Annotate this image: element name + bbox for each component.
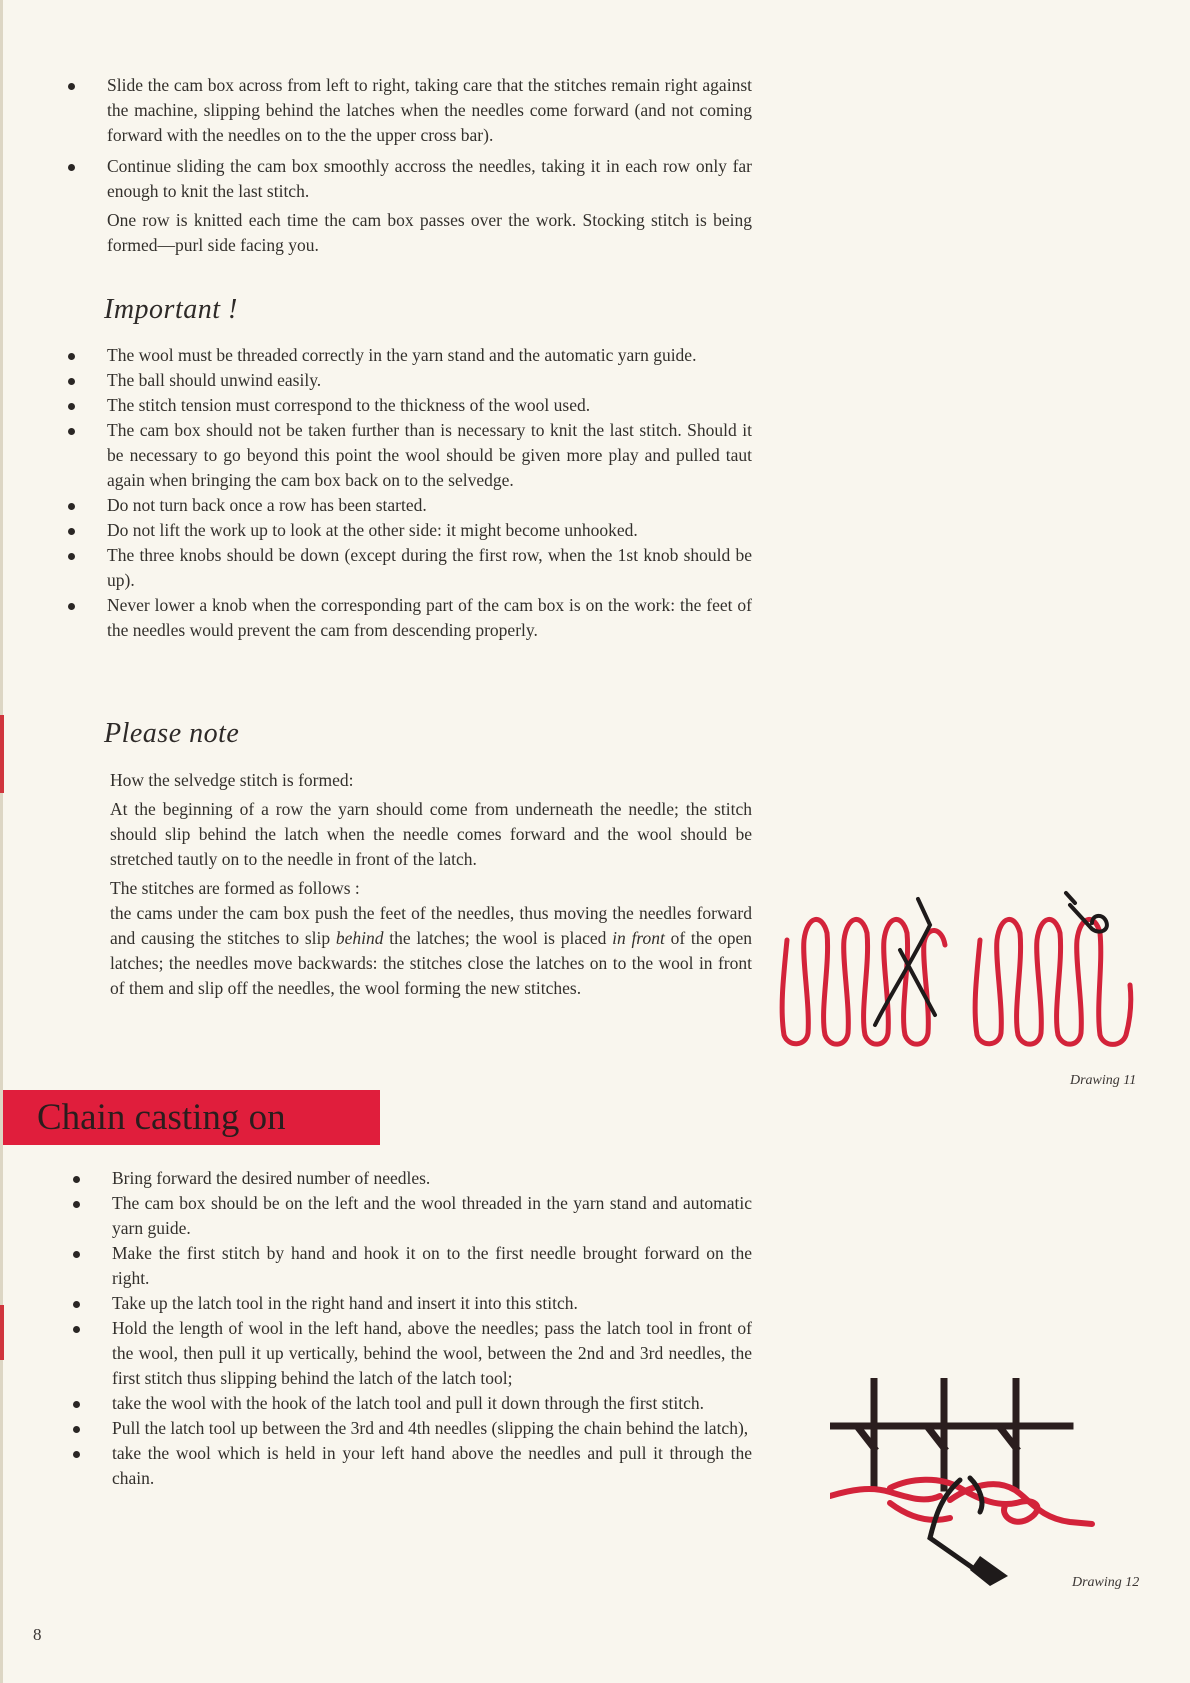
drawing-11-stitches [770, 885, 1170, 1065]
list-item: The three knobs should be down (except during the first row, when the 1st knob should be up). [107, 543, 752, 593]
list-item: Take up the latch tool in the right hand and insert it into this stitch. [112, 1291, 752, 1316]
top-section [107, 73, 752, 258]
list-item: Pull the latch tool up between the 3rd and 4th needles (slipping the chain behind the latch), [112, 1416, 752, 1441]
please-note-section [110, 768, 752, 1001]
margin-mark [0, 1305, 4, 1360]
drawing-12-caption: Drawing 12 [1072, 1575, 1140, 1590]
page-number: 8 [33, 1625, 42, 1644]
chain-bullet-list [112, 1166, 752, 1491]
list-item: Never lower a knob when the corresponding part of the cam box is on the work: the feet of the needles would prevent the cam from descending properly. [107, 593, 752, 643]
page-edge [0, 0, 3, 1683]
list-item: Do not turn back once a row has been started. [107, 493, 752, 518]
list-item: The ball should unwind easily. [107, 368, 752, 393]
list-item: Do not lift the work up to look at the other side: it might become unhooked. [107, 518, 752, 543]
paragraph: the cams under the cam box push the feet of the needles, thus moving the needles forward and causing the stitches to slip behind the latches; the wool is placed in front of the open latches; the needles move backwards: the stitches close the latches on to the wool in front of them and slip off the needles, the wool forming the new stitches. [110, 903, 752, 998]
chain-casting-banner: Chain casting on [3, 1090, 380, 1145]
drawing-11-caption: Drawing 11 [1070, 1073, 1137, 1088]
top-bullet-list [107, 73, 752, 204]
list-item: Make the first stitch by hand and hook it on to the first needle brought forward on the right. [112, 1241, 752, 1291]
important-bullet-list [107, 343, 752, 643]
list-item: Hold the length of wool in the left hand, above the needles; pass the latch tool in front of the wool, then pull it up vertically, behind the wool, between the 2nd and 3rd needles, the first stitch thus slipping behind the latch of the latch tool; [112, 1316, 752, 1391]
list-item: The wool must be threaded correctly in the yarn stand and the automatic yarn guide. [107, 343, 752, 368]
drawing-12-latch-tool [830, 1378, 1100, 1588]
list-item: take the wool with the hook of the latch tool and pull it down through the first stitch. [112, 1391, 752, 1416]
list-item: Continue sliding the cam box smoothly accross the needles, taking it in each row only far enough to knit the last stitch. [107, 154, 752, 204]
paragraph: At the beginning of a row the yarn should come from underneath the needle; the stitch should slip behind the latch when the needle comes forward and the wool should be stretched tautly on to the needle in front of the latch. [110, 799, 752, 869]
important-section [107, 343, 752, 643]
top-continuation: One row is knitted each time the cam box passes over the work. Stocking stitch is being formed—purl side facing you. [107, 210, 752, 255]
list-item: Bring forward the desired number of needles. [112, 1166, 752, 1191]
margin-mark [0, 715, 4, 793]
list-item: The stitch tension must correspond to the thickness of the wool used. [107, 393, 752, 418]
please-note-heading: Please note [104, 718, 240, 749]
important-heading: Important ! [104, 294, 238, 325]
list-item: The cam box should be on the left and the wool threaded in the yarn stand and automatic yarn guide. [112, 1191, 752, 1241]
paragraph: How the selvedge stitch is formed: [110, 770, 354, 790]
list-item: take the wool which is held in your left hand above the needles and pull it through the chain. [112, 1441, 752, 1491]
list-item: Slide the cam box across from left to right, taking care that the stitches remain right against the machine, slipping behind the latches when the needles come forward (and not coming forward with the needles on to the the upper cross bar). [107, 73, 752, 148]
list-item: The cam box should not be taken further than is necessary to knit the last stitch. Should it be necessary to go beyond this point the wool should be given more play and pulled taut again when bringing the cam box back on to the selvedge. [107, 418, 752, 493]
paragraph: The stitches are formed as follows : [110, 878, 360, 898]
chain-section [112, 1166, 752, 1491]
